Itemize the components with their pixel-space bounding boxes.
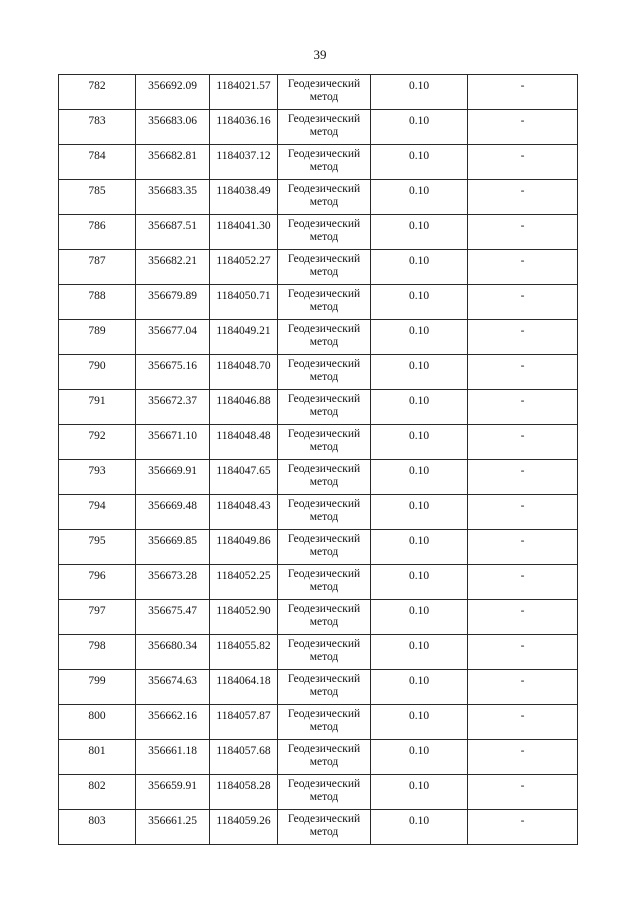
note-cell-text: - [520,255,525,267]
method-cell-text: Геодезический метод [287,603,361,628]
x-coordinate-cell [136,215,210,250]
note-cell-text: - [520,185,525,197]
point-number-cell-text: 786 [88,220,106,232]
x-coordinate-cell [136,180,210,215]
note-cell [468,670,578,705]
point-number-cell-text: 788 [88,290,106,302]
method-cell [278,705,371,740]
x-coordinate-cell-text: 356662.16 [148,710,197,722]
x-coordinate-cell [136,320,210,355]
table-row [59,495,578,530]
point-number-cell-text: 796 [88,570,106,582]
note-cell-text: - [520,640,525,652]
page-number: 39 [313,47,327,62]
note-cell-text: - [520,150,525,162]
point-number-cell-text: 798 [88,640,106,652]
table-row [59,600,578,635]
accuracy-cell-text: 0.10 [408,465,430,477]
table-row [59,530,578,565]
note-cell [468,775,578,810]
accuracy-cell [371,565,468,600]
accuracy-cell-text: 0.10 [408,185,430,197]
accuracy-cell-text: 0.10 [408,780,430,792]
note-cell [468,145,578,180]
method-cell [278,75,371,110]
point-number-cell [59,285,136,320]
table-row [59,810,578,845]
point-number-cell-text: 794 [88,500,106,512]
y-coordinate-cell-text: 1184052.25 [216,570,271,582]
note-cell-text: - [520,115,525,127]
y-coordinate-cell [210,250,278,285]
point-number-cell [59,215,136,250]
point-number-cell-text: 797 [88,605,106,617]
method-cell-text: Геодезический метод [287,463,361,488]
accuracy-cell [371,145,468,180]
point-number-cell [59,145,136,180]
table-row [59,355,578,390]
note-cell-text: - [520,465,525,477]
accuracy-cell [371,670,468,705]
table-row [59,425,578,460]
table-row [59,460,578,495]
point-number-cell [59,180,136,215]
point-number-cell-text: 789 [88,325,106,337]
accuracy-cell [371,740,468,775]
method-cell [278,775,371,810]
method-cell-text: Геодезический метод [287,708,361,733]
note-cell-text: - [520,395,525,407]
y-coordinate-cell [210,355,278,390]
accuracy-cell-text: 0.10 [408,605,430,617]
point-number-cell [59,670,136,705]
table-row [59,215,578,250]
y-coordinate-cell-text: 1184038.49 [216,185,271,197]
method-cell-text: Геодезический метод [287,358,361,383]
point-number-cell-text: 793 [88,465,106,477]
note-cell-text: - [520,745,525,757]
method-cell [278,320,371,355]
method-cell [278,250,371,285]
x-coordinate-cell [136,565,210,600]
method-cell-text: Геодезический метод [287,638,361,663]
point-number-cell-text: 790 [88,360,106,372]
point-number-cell [59,705,136,740]
point-number-cell [59,565,136,600]
x-coordinate-cell-text: 356661.18 [148,745,197,757]
accuracy-cell [371,810,468,845]
point-number-cell-text: 787 [88,255,106,267]
accuracy-cell-text: 0.10 [408,255,430,267]
accuracy-cell [371,180,468,215]
y-coordinate-cell [210,495,278,530]
point-number-cell-text: 782 [88,80,106,92]
method-cell-text: Геодезический метод [287,323,361,348]
accuracy-cell-text: 0.10 [408,150,430,162]
x-coordinate-cell-text: 356674.63 [148,675,197,687]
accuracy-cell-text: 0.10 [408,80,430,92]
point-number-cell [59,530,136,565]
note-cell [468,530,578,565]
y-coordinate-cell [210,145,278,180]
y-coordinate-cell-text: 1184048.70 [216,360,271,372]
note-cell [468,180,578,215]
note-cell [468,320,578,355]
coordinates-table [58,74,578,845]
method-cell [278,285,371,320]
x-coordinate-cell-text: 356673.28 [148,570,197,582]
method-cell [278,390,371,425]
method-cell [278,495,371,530]
accuracy-cell-text: 0.10 [408,360,430,372]
accuracy-cell [371,705,468,740]
point-number-cell-text: 800 [88,710,106,722]
point-number-cell-text: 799 [88,675,106,687]
note-cell [468,740,578,775]
y-coordinate-cell [210,180,278,215]
y-coordinate-cell-text: 1184049.21 [216,325,271,337]
point-number-cell-text: 802 [88,780,106,792]
accuracy-cell [371,355,468,390]
x-coordinate-cell [136,740,210,775]
y-coordinate-cell [210,740,278,775]
method-cell [278,670,371,705]
x-coordinate-cell-text: 356677.04 [148,325,197,337]
note-cell-text: - [520,325,525,337]
x-coordinate-cell-text: 356672.37 [148,395,197,407]
y-coordinate-cell-text: 1184021.57 [216,80,271,92]
point-number-cell [59,740,136,775]
note-cell-text: - [520,780,525,792]
x-coordinate-cell-text: 356669.91 [148,465,197,477]
y-coordinate-cell-text: 1184037.12 [216,150,271,162]
note-cell [468,75,578,110]
method-cell [278,530,371,565]
table-row [59,180,578,215]
accuracy-cell [371,215,468,250]
method-cell [278,810,371,845]
table-row [59,285,578,320]
y-coordinate-cell [210,565,278,600]
x-coordinate-cell-text: 356669.48 [148,500,197,512]
table-row [59,775,578,810]
x-coordinate-cell [136,775,210,810]
method-cell-text: Геодезический метод [287,533,361,558]
method-cell [278,145,371,180]
method-cell [278,180,371,215]
note-cell [468,565,578,600]
accuracy-cell [371,530,468,565]
accuracy-cell-text: 0.10 [408,115,430,127]
y-coordinate-cell [210,110,278,145]
note-cell-text: - [520,710,525,722]
method-cell-text: Геодезический метод [287,113,361,138]
y-coordinate-cell-text: 1184048.43 [216,500,271,512]
y-coordinate-cell [210,285,278,320]
note-cell [468,810,578,845]
x-coordinate-cell [136,145,210,180]
x-coordinate-cell [136,495,210,530]
y-coordinate-cell-text: 1184057.87 [216,710,271,722]
method-cell-text: Геодезический метод [287,288,361,313]
y-coordinate-cell-text: 1184057.68 [216,745,271,757]
point-number-cell [59,600,136,635]
method-cell-text: Геодезический метод [287,253,361,278]
point-number-cell [59,110,136,145]
x-coordinate-cell-text: 356682.21 [148,255,197,267]
accuracy-cell-text: 0.10 [408,640,430,652]
method-cell [278,110,371,145]
x-coordinate-cell [136,110,210,145]
method-cell [278,215,371,250]
note-cell [468,495,578,530]
y-coordinate-cell [210,215,278,250]
point-number-cell-text: 784 [88,150,106,162]
x-coordinate-cell [136,460,210,495]
table-row [59,75,578,110]
accuracy-cell [371,635,468,670]
method-cell-text: Геодезический метод [287,428,361,453]
point-number-cell [59,250,136,285]
note-cell-text: - [520,675,525,687]
x-coordinate-cell-text: 356659.91 [148,780,197,792]
y-coordinate-cell [210,775,278,810]
y-coordinate-cell [210,635,278,670]
note-cell [468,390,578,425]
accuracy-cell [371,495,468,530]
y-coordinate-cell-text: 1184036.16 [216,115,271,127]
point-number-cell [59,390,136,425]
y-coordinate-cell-text: 1184055.82 [216,640,271,652]
y-coordinate-cell [210,530,278,565]
y-coordinate-cell-text: 1184041.30 [216,220,271,232]
x-coordinate-cell-text: 356682.81 [148,150,197,162]
note-cell-text: - [520,80,525,92]
accuracy-cell [371,320,468,355]
table-row [59,390,578,425]
y-coordinate-cell [210,600,278,635]
y-coordinate-cell-text: 1184049.86 [216,535,271,547]
x-coordinate-cell [136,810,210,845]
note-cell-text: - [520,290,525,302]
y-coordinate-cell-text: 1184047.65 [216,465,271,477]
note-cell [468,635,578,670]
accuracy-cell-text: 0.10 [408,535,430,547]
y-coordinate-cell-text: 1184052.90 [216,605,271,617]
point-number-cell [59,460,136,495]
x-coordinate-cell-text: 356683.35 [148,185,197,197]
note-cell [468,355,578,390]
point-number-cell-text: 791 [88,395,106,407]
y-coordinate-cell-text: 1184059.26 [216,815,271,827]
accuracy-cell [371,425,468,460]
table-row [59,740,578,775]
method-cell-text: Геодезический метод [287,673,361,698]
y-coordinate-cell [210,425,278,460]
point-number-cell [59,75,136,110]
point-number-cell-text: 785 [88,185,106,197]
accuracy-cell-text: 0.10 [408,500,430,512]
x-coordinate-cell-text: 356675.47 [148,605,197,617]
y-coordinate-cell [210,390,278,425]
point-number-cell-text: 803 [88,815,106,827]
x-coordinate-cell [136,250,210,285]
point-number-cell [59,320,136,355]
method-cell-text: Геодезический метод [287,148,361,173]
note-cell [468,215,578,250]
x-coordinate-cell-text: 356692.09 [148,80,197,92]
note-cell [468,705,578,740]
x-coordinate-cell [136,425,210,460]
method-cell [278,600,371,635]
accuracy-cell-text: 0.10 [408,290,430,302]
table-row [59,705,578,740]
method-cell [278,740,371,775]
accuracy-cell [371,75,468,110]
y-coordinate-cell-text: 1184058.28 [216,780,271,792]
x-coordinate-cell [136,355,210,390]
accuracy-cell-text: 0.10 [408,430,430,442]
y-coordinate-cell-text: 1184050.71 [216,290,271,302]
note-cell [468,285,578,320]
y-coordinate-cell [210,810,278,845]
note-cell [468,250,578,285]
y-coordinate-cell-text: 1184064.18 [216,675,271,687]
x-coordinate-cell [136,75,210,110]
point-number-cell-text: 792 [88,430,106,442]
accuracy-cell-text: 0.10 [408,710,430,722]
note-cell [468,460,578,495]
x-coordinate-cell [136,705,210,740]
x-coordinate-cell-text: 356680.34 [148,640,197,652]
table-row [59,565,578,600]
x-coordinate-cell [136,530,210,565]
point-number-cell [59,495,136,530]
point-number-cell [59,425,136,460]
note-cell-text: - [520,500,525,512]
y-coordinate-cell [210,320,278,355]
method-cell [278,425,371,460]
method-cell-text: Геодезический метод [287,218,361,243]
accuracy-cell-text: 0.10 [408,395,430,407]
y-coordinate-cell-text: 1184052.27 [216,255,271,267]
accuracy-cell-text: 0.10 [408,745,430,757]
x-coordinate-cell-text: 356675.16 [148,360,197,372]
note-cell-text: - [520,815,525,827]
x-coordinate-cell-text: 356661.25 [148,815,197,827]
x-coordinate-cell-text: 356671.10 [148,430,197,442]
note-cell-text: - [520,220,525,232]
point-number-cell [59,635,136,670]
method-cell [278,460,371,495]
x-coordinate-cell-text: 356679.89 [148,290,197,302]
y-coordinate-cell-text: 1184048.48 [216,430,271,442]
note-cell [468,600,578,635]
y-coordinate-cell-text: 1184046.88 [216,395,271,407]
y-coordinate-cell [210,460,278,495]
method-cell-text: Геодезический метод [287,183,361,208]
note-cell [468,110,578,145]
method-cell-text: Геодезический метод [287,78,361,103]
note-cell-text: - [520,360,525,372]
y-coordinate-cell [210,670,278,705]
x-coordinate-cell-text: 356669.85 [148,535,197,547]
method-cell-text: Геодезический метод [287,778,361,803]
point-number-cell [59,810,136,845]
table-row [59,635,578,670]
method-cell-text: Геодезический метод [287,498,361,523]
x-coordinate-cell [136,390,210,425]
point-number-cell [59,775,136,810]
y-coordinate-cell [210,75,278,110]
method-cell-text: Геодезический метод [287,568,361,593]
accuracy-cell [371,110,468,145]
accuracy-cell-text: 0.10 [408,570,430,582]
x-coordinate-cell-text: 356687.51 [148,220,197,232]
method-cell-text: Геодезический метод [287,393,361,418]
note-cell-text: - [520,535,525,547]
method-cell-text: Геодезический метод [287,743,361,768]
accuracy-cell-text: 0.10 [408,325,430,337]
accuracy-cell [371,460,468,495]
note-cell-text: - [520,570,525,582]
accuracy-cell-text: 0.10 [408,220,430,232]
coordinates-table-body [59,75,578,845]
table-row [59,250,578,285]
method-cell [278,355,371,390]
note-cell [468,425,578,460]
note-cell-text: - [520,430,525,442]
x-coordinate-cell [136,670,210,705]
method-cell-text: Геодезический метод [287,813,361,838]
y-coordinate-cell [210,705,278,740]
point-number-cell-text: 801 [88,745,106,757]
point-number-cell-text: 795 [88,535,106,547]
accuracy-cell [371,600,468,635]
table-row [59,145,578,180]
accuracy-cell-text: 0.10 [408,815,430,827]
table-row [59,110,578,145]
method-cell [278,635,371,670]
point-number-cell-text: 783 [88,115,106,127]
accuracy-cell [371,390,468,425]
accuracy-cell [371,775,468,810]
x-coordinate-cell [136,285,210,320]
x-coordinate-cell [136,635,210,670]
accuracy-cell [371,285,468,320]
table-row [59,670,578,705]
method-cell [278,565,371,600]
x-coordinate-cell-text: 356683.06 [148,115,197,127]
accuracy-cell [371,250,468,285]
accuracy-cell-text: 0.10 [408,675,430,687]
note-cell-text: - [520,605,525,617]
table-row [59,320,578,355]
x-coordinate-cell [136,600,210,635]
point-number-cell [59,355,136,390]
